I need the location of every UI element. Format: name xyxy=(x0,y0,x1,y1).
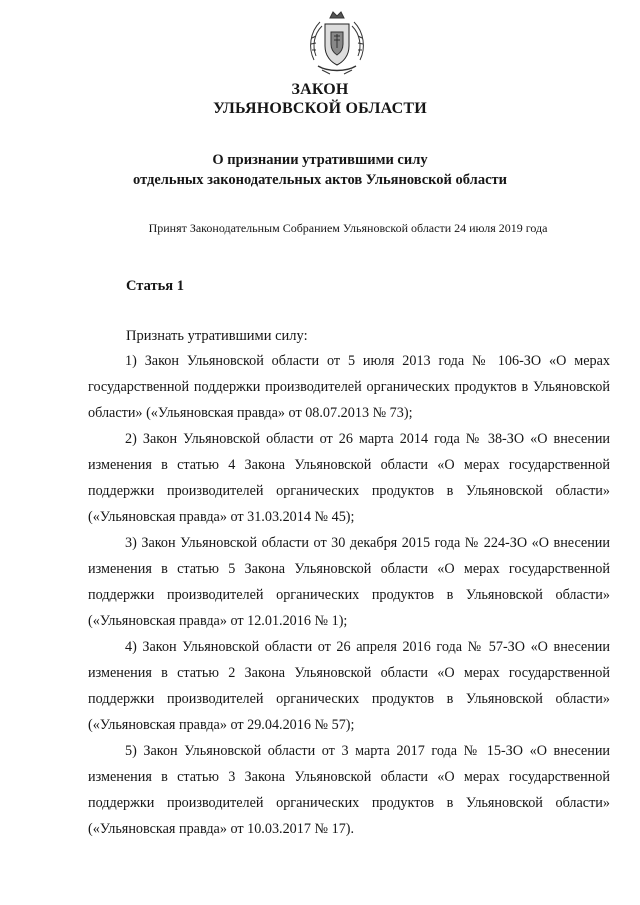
list-item: 4) Закон Ульяновской области от 26 апреля 2016 года № 57-ЗО «О внесении изменения в статью 2 Закона Ульяновской области «О мерах государственной поддержки производителей органических продуктов в Ульяновской области» («Ульяновская правда» от 29.04.2016 № 57); xyxy=(88,639,610,733)
adoption-note: Принят Законодательным Собранием Ульяновской области 24 июля 2019 года xyxy=(148,221,548,235)
article-items xyxy=(88,348,610,842)
article-heading: Статья 1 xyxy=(126,278,184,294)
subject-line-1: О признании утратившими силу xyxy=(212,152,428,168)
law-title: ЗАКОН xyxy=(291,81,349,98)
list-item: 5) Закон Ульяновской области от 3 марта 2017 года № 15-ЗО «О внесении изменения в статью 3 Закона Ульяновской области «О мерах государственной поддержки производителей органических продуктов в Ульяновской области» («Ульяновская правда» от 10.03.2017 № 17). xyxy=(88,743,610,837)
list-item: 3) Закон Ульяновской области от 30 декабря 2015 года № 224-ЗО «О внесении изменения в статью 5 Закона Ульяновской области «О мерах государственной поддержки производителей органических продуктов в Ульяновской области» («Ульяновская правда» от 12.01.2016 № 1); xyxy=(88,535,610,629)
coat-of-arms-icon xyxy=(306,8,368,76)
region-title: УЛЬЯНОВСКОЙ ОБЛАСТИ xyxy=(213,100,427,117)
article-lead: Признать утратившими силу: xyxy=(126,328,308,344)
list-item: 1) Закон Ульяновской области от 5 июля 2013 года № 106-ЗО «О мерах государственной поддержки производителей органических продуктов в Ульяновской области» («Ульяновская правда» от 08.07.2013 № 73); xyxy=(88,353,610,421)
subject-line-2: отдельных законодательных актов Ульяновской области xyxy=(133,172,507,188)
list-item: 2) Закон Ульяновской области от 26 марта 2014 года № 38-ЗО «О внесении изменения в статью 4 Закона Ульяновской области «О мерах государственной поддержки производителей органических продуктов в Ульяновской области» («Ульяновская правда» от 31.03.2014 № 45); xyxy=(88,431,610,525)
